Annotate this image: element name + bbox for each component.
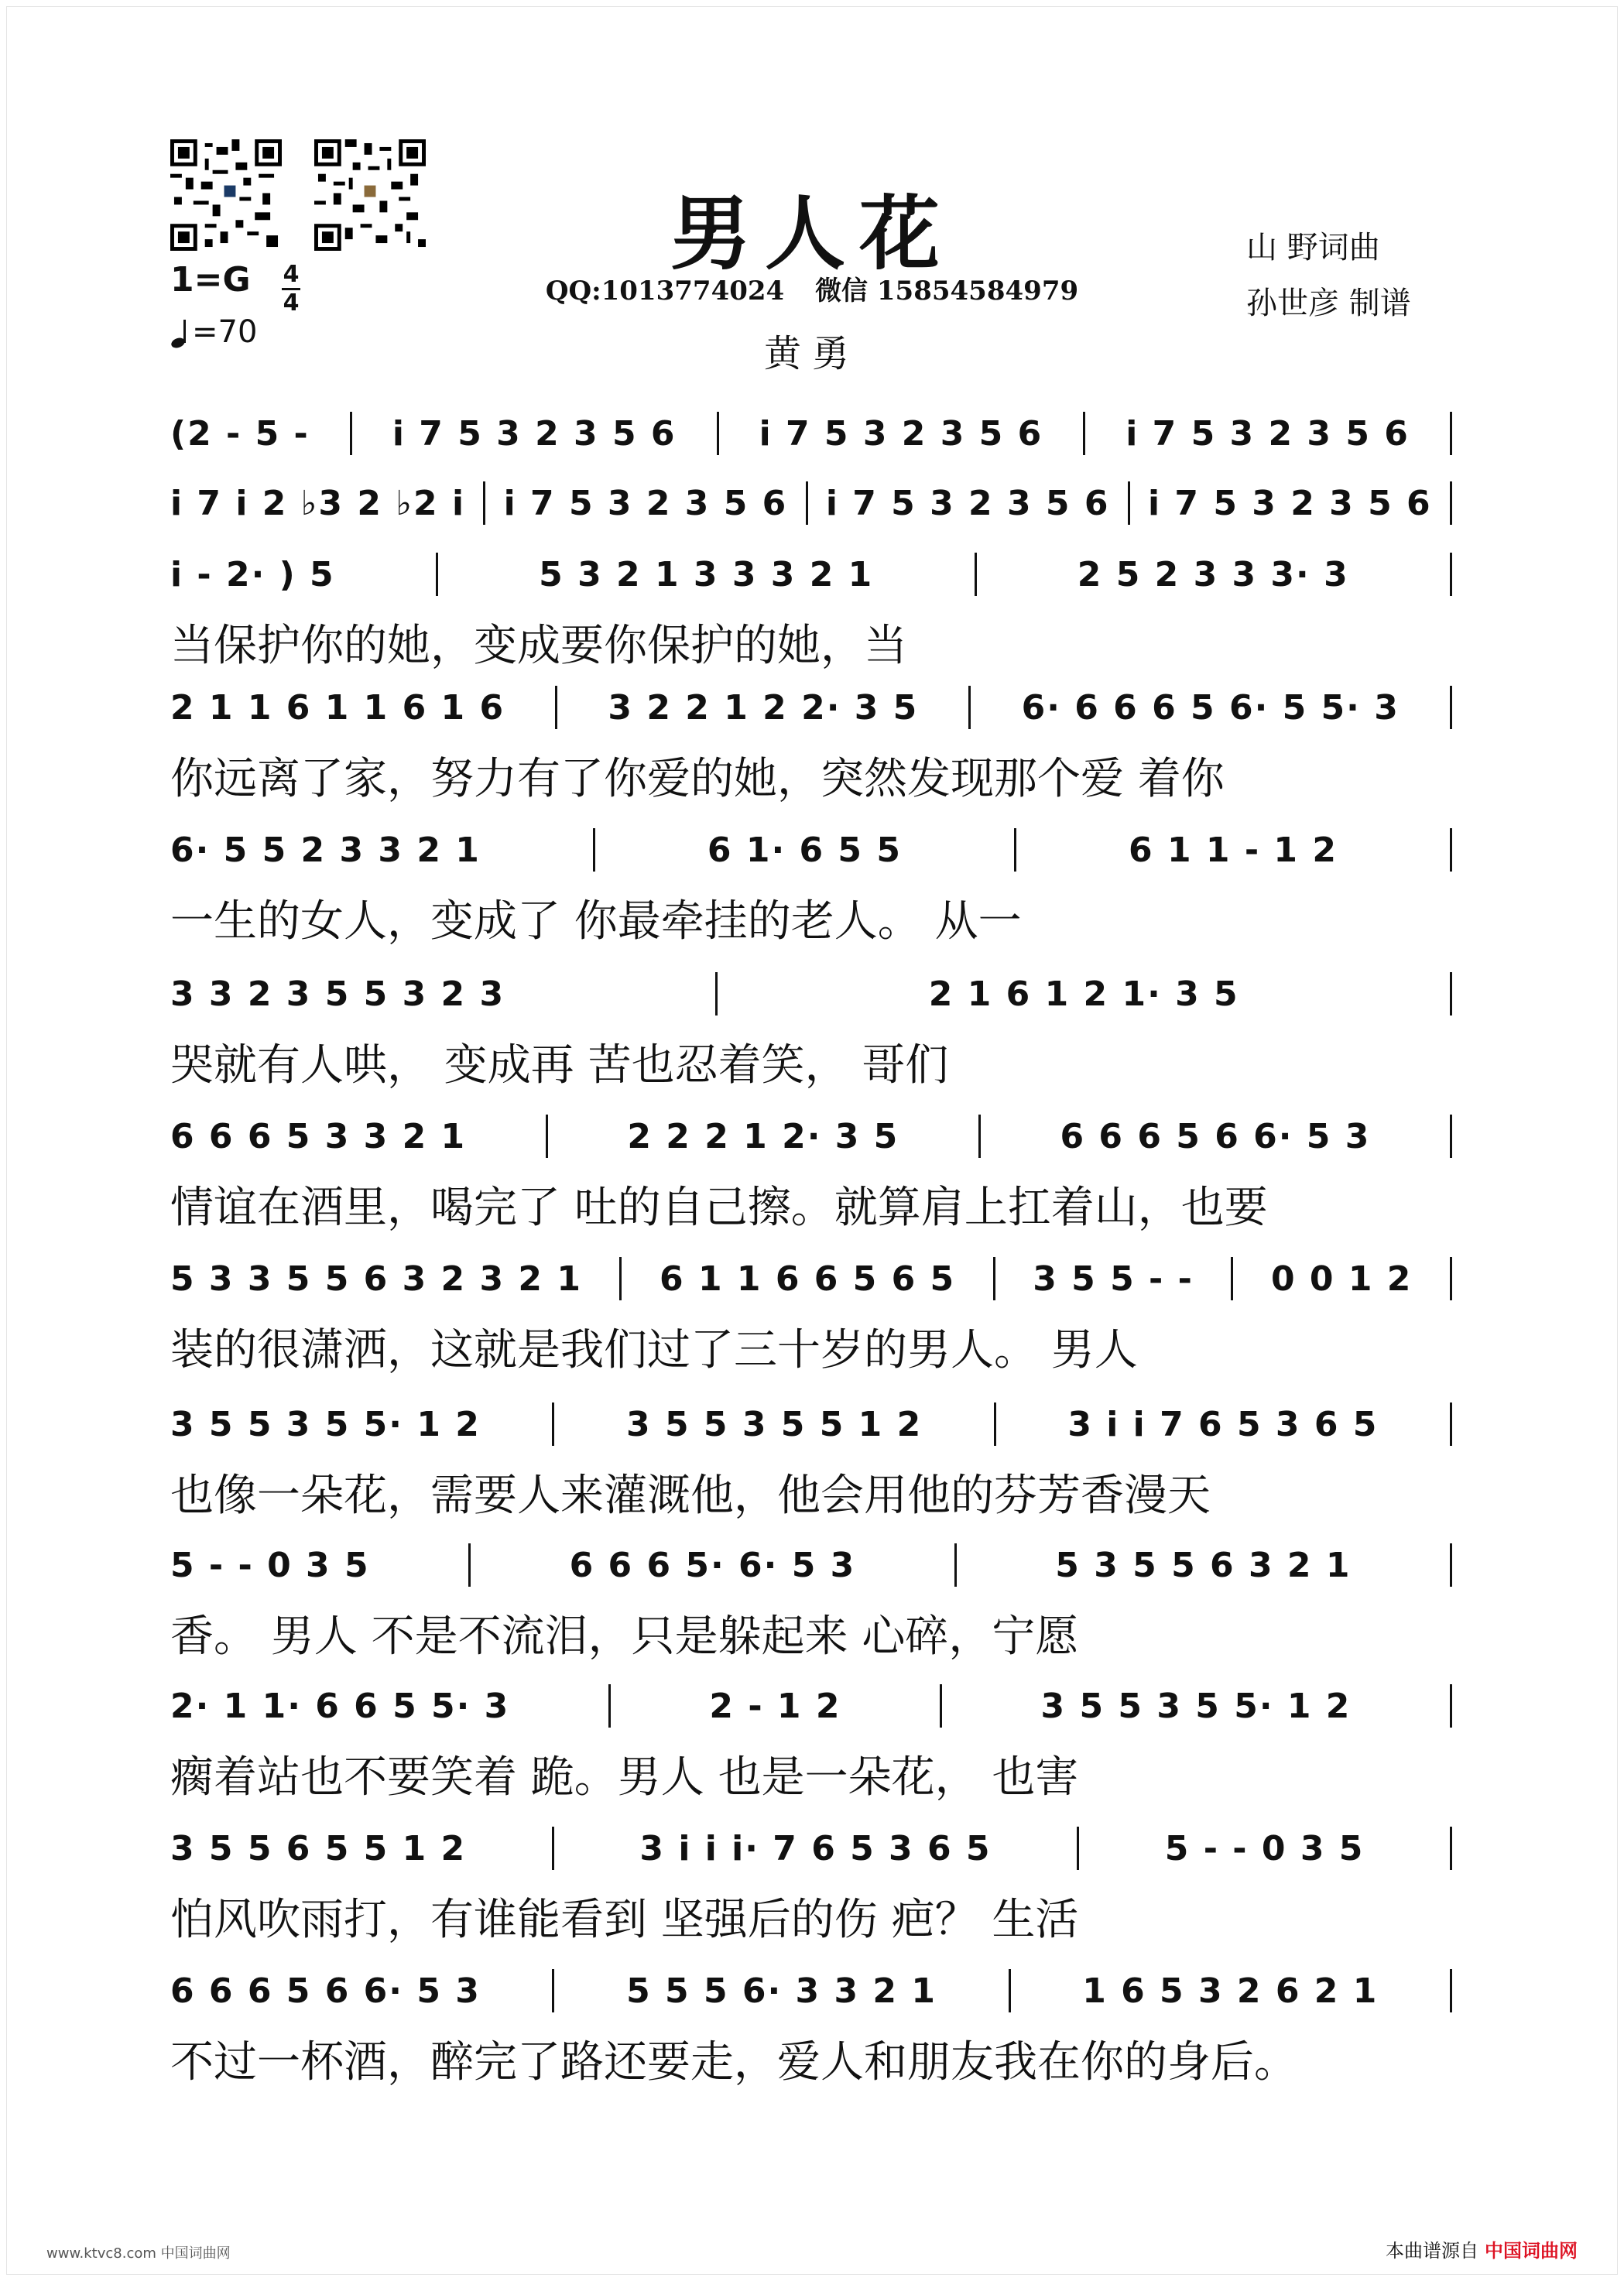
barline (1450, 553, 1452, 596)
contact-qq: QQ:1013774024 (545, 276, 785, 307)
measure: (2 - 5 - (170, 413, 310, 454)
barline (552, 1403, 554, 1446)
contact-wechat: 微信 15854584979 (815, 276, 1079, 307)
note-line (170, 550, 1452, 599)
measure: 3 2 2 1 2 2· 3 5 (608, 687, 919, 728)
key-signature: 1=G (170, 260, 251, 300)
barline (555, 686, 557, 729)
lyricist-composer: 山 野词曲 (1246, 230, 1380, 265)
barline (994, 1403, 996, 1446)
footer-site: www.ktvc8.com 中国词曲网 (46, 2245, 231, 2262)
barline (1450, 1827, 1452, 1870)
barline (546, 1115, 548, 1158)
barline (468, 1543, 471, 1587)
barline (350, 412, 352, 455)
time-signature (282, 263, 300, 315)
time-sig-top: 4 (283, 261, 300, 288)
barline (552, 1969, 554, 2012)
note-line (170, 1966, 1452, 2016)
measure: 3 5 5 3 5 5· 1 2 (1040, 1686, 1352, 1726)
barline (619, 1257, 622, 1300)
barline (1009, 1969, 1011, 2012)
measure: i 7 5 3 2 3 5 6 (1148, 483, 1432, 523)
barline (1450, 1257, 1452, 1300)
measure: 3 5 5 6 5 5 1 2 (170, 1828, 467, 1868)
note-line (170, 825, 1452, 875)
barline (1083, 412, 1085, 455)
barline (1450, 686, 1452, 729)
barline (717, 412, 719, 455)
measure: 6 1· 6 5 5 (707, 830, 902, 870)
barline (975, 553, 977, 596)
barline (436, 553, 438, 596)
barline (1450, 1684, 1452, 1728)
measure: 3 5 5 - - (1033, 1259, 1194, 1299)
tempo-value: =70 (192, 314, 258, 350)
barline (993, 1257, 995, 1300)
barline (715, 972, 718, 1015)
tempo-marking (170, 314, 257, 350)
measure: 3 5 5 3 5 5 1 2 (626, 1404, 923, 1444)
barline (1450, 1969, 1452, 2012)
lyric-line: 装的很潇洒，这就是我们过了三十岁的男人。 男人 (170, 1325, 1138, 1375)
footer-source-label: 本曲谱源自 (1386, 2240, 1478, 2262)
barline (552, 1827, 554, 1870)
lyric-line: 你远离了家，努力有了你爱的她，突然发现那个爱 着你 (170, 754, 1225, 804)
note-line (170, 969, 1452, 1019)
lyric-line: 怕风吹雨打，有谁能看到 坚强后的伤 疤？ 生活 (170, 1895, 1079, 1945)
lyric-line: 也像一朵花，需要人来灌溉他，他会用他的芬芳香漫天 (170, 1471, 1211, 1521)
measure: 0 0 1 2 (1270, 1259, 1413, 1299)
measure: 6· 6 6 6 5 6· 5 5· 3 (1021, 687, 1400, 728)
measure: 3 i i i· 7 6 5 3 6 5 (639, 1828, 992, 1868)
lyric-line: 瘸着站也不要笑着 跪。男人 也是一朵花， 也害 (170, 1752, 1079, 1803)
note-line (170, 1824, 1452, 1873)
footer-source (1386, 2235, 1578, 2262)
note-line (170, 1399, 1452, 1449)
song-title: 男人花 (670, 187, 954, 281)
barline (806, 481, 808, 525)
barline (1450, 1115, 1452, 1158)
note-line (170, 683, 1452, 732)
quarter-note-icon (170, 318, 192, 349)
note-line (170, 478, 1452, 528)
barline (1450, 1403, 1452, 1446)
measure: 5 3 2 1 3 3 3 2 1 (539, 554, 874, 594)
measure: 5 3 5 5 6 3 2 1 (1055, 1545, 1352, 1585)
lyric-line: 情谊在酒里，喝完了 吐的自己擦。就算肩上扛着山，也要 (170, 1183, 1268, 1233)
barline (978, 1115, 981, 1158)
measure: i 7 5 3 2 3 5 6 (503, 483, 788, 523)
measure: 2 1 6 1 2 1· 3 5 (928, 974, 1239, 1014)
measure: i 7 i 2 ♭3 2 ♭2 i (170, 483, 466, 523)
measure: 2 1 1 6 1 1 6 1 6 (170, 687, 505, 728)
note-line (170, 1111, 1452, 1161)
measure: 6· 5 5 2 3 3 2 1 (170, 830, 481, 870)
measure: 5 - - 0 3 5 (170, 1545, 370, 1585)
lyric-line: 香。 男人 不是不流泪，只是躲起来 心碎，宁愿 (170, 1611, 1079, 1662)
measure: 3 5 5 3 5 5· 1 2 (170, 1404, 481, 1444)
measure: 2 2 2 1 2· 3 5 (627, 1116, 899, 1156)
measure: i 7 5 3 2 3 5 6 (392, 413, 677, 454)
note-line (170, 1681, 1452, 1731)
measure: 5 5 5 6· 3 3 2 1 (626, 1971, 937, 2011)
lyric-line: 哭就有人哄， 变成再 苦也忍着笑， 哥们 (170, 1040, 949, 1091)
footer-brand: 中国词曲网 (1485, 2240, 1578, 2262)
lyric-line: 当保护你的她，变成要你保护的她，当 (170, 621, 907, 671)
measure: i 7 5 3 2 3 5 6 (825, 483, 1110, 523)
barline (1450, 972, 1452, 1015)
measure: 1 6 5 3 2 6 2 1 (1082, 1971, 1379, 2011)
measure: 2 5 2 3 3 3· 3 (1077, 554, 1349, 594)
barline (593, 828, 595, 872)
barline (1450, 412, 1452, 455)
barline (954, 1543, 957, 1587)
measure: 6 1 1 - 1 2 (1129, 830, 1338, 870)
note-line (170, 409, 1452, 458)
barline (608, 1684, 611, 1728)
barline (483, 481, 485, 525)
time-sig-bottom: 4 (283, 289, 300, 317)
measure: 3 i i 7 6 5 3 6 5 (1067, 1404, 1379, 1444)
measure: 2 - 1 2 (709, 1686, 841, 1726)
transcriber: 孙世彦 制谱 (1246, 286, 1411, 321)
measure: 6 1 1 6 6 5 6 5 (660, 1259, 956, 1299)
barline (940, 1684, 942, 1728)
barline (1077, 1827, 1079, 1870)
measure: i - 2· ) 5 (170, 554, 335, 594)
barline (1014, 828, 1016, 872)
lyric-line: 一生的女人，变成了 你最牵挂的老人。 从一 (170, 896, 1022, 947)
barline (1450, 828, 1452, 872)
measure: 6 6 6 5 6 6· 5 3 (170, 1971, 481, 2011)
measure: 6 6 6 5 3 3 2 1 (170, 1116, 467, 1156)
measure: 3 3 2 3 5 5 3 2 3 (170, 974, 505, 1014)
measure: 6 6 6 5 6 6· 5 3 (1060, 1116, 1371, 1156)
credits (1246, 220, 1411, 331)
measure: i 7 5 3 2 3 5 6 (1125, 413, 1410, 454)
lyric-line: 不过一杯酒，醉完了路还要走，爱人和朋友我在你的身后。 (170, 2037, 1297, 2087)
barline (1128, 481, 1130, 525)
barline (1231, 1257, 1233, 1300)
barline (1450, 1543, 1452, 1587)
barline (1450, 481, 1452, 525)
singer-name: 黄勇 (763, 332, 860, 375)
measure: 6 6 6 5· 6· 5 3 (569, 1545, 856, 1585)
note-line (170, 1254, 1452, 1303)
barline (968, 686, 971, 729)
measure: 5 3 3 5 5 6 3 2 3 2 1 (170, 1259, 582, 1299)
measure: 2· 1 1· 6 6 5 5· 3 (170, 1686, 510, 1726)
note-line (170, 1540, 1452, 1590)
measure: i 7 5 3 2 3 5 6 (759, 413, 1043, 454)
measure: 5 - - 0 3 5 (1164, 1828, 1365, 1868)
